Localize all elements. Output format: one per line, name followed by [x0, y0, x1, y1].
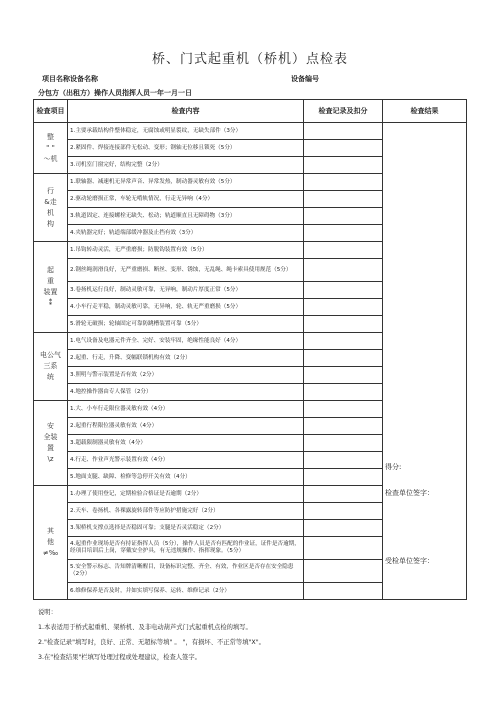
inspector-sign-label: 检查单位签字： [385, 489, 434, 497]
record-cell[interactable] [304, 259, 383, 282]
accepted-sign-label: 受检单位签字： [385, 557, 434, 565]
check-item: 1.吊钩转动灵活，无严重磨损；防脱钩装置有效（5分） [68, 242, 304, 259]
record-cell[interactable] [304, 333, 383, 350]
note-line: 3.在"检查结果"栏填写处理过程或处理建议，检查人签字。 [38, 654, 201, 661]
header-content: 检查内容 [68, 100, 304, 123]
check-item: 1.联轴器、减速机无异常声音、异常发热，制动器灵敏有效（5分） [68, 174, 304, 191]
inspection-table [33, 99, 467, 600]
check-item: 4.小车行走平稳，制动灵敏可靠，无异响，轮、轨无严重磨损（5分） [68, 299, 304, 316]
record-cell[interactable] [304, 350, 383, 367]
record-cell[interactable] [304, 174, 383, 191]
header-item: 检查项目 [34, 100, 68, 123]
contractor-line: 分包方（出租方）操作人员指挥人员一年一月一日 [38, 89, 192, 97]
category-cell: 起 重 装置 ⁑ [34, 242, 68, 333]
category-cell: 整 " " ～机 [34, 123, 68, 174]
check-item: 4.起重作业现场是否有持证指挥人员（5分），操作人员是否有匹配的作业证，证件是否逾期，经项目培训后上岗，穿戴安全护具，有无违规操作、指挥现象。（5分） [68, 537, 304, 560]
table-row [34, 123, 467, 140]
check-item: 3.轨道固定、连接螺栓无缺失、松动；轨道顺直且无障碍物（3分） [68, 208, 304, 225]
check-item: 2.驱动轮磨损正常，车轮无啃轨情况，行走无异响（4分） [68, 191, 304, 208]
note-line: 2."检查记录"填写时，良好、正常、无超标等填" 。 "，有损坏、不正常等填"X"。 [38, 639, 265, 646]
check-item: 1.主要承载结构件整体稳定，无腐蚀或明显裂纹，无缺失部件（3分） [68, 123, 304, 140]
header-result: 检查结果 [383, 100, 467, 123]
record-cell[interactable] [304, 282, 383, 299]
score-label: 得分: [385, 463, 402, 471]
check-item: 1.大、小车行走限位器灵敏有效（4分） [68, 401, 304, 418]
check-item: 2.起重、行走，升降、变幅联锁机构有效（2分） [68, 350, 304, 367]
record-cell[interactable] [304, 299, 383, 316]
record-cell[interactable] [304, 157, 383, 174]
category-cell: 行 &走 机 构 [34, 174, 68, 242]
category-cell: 其 他 ≠‰ [34, 486, 68, 600]
check-item: 3.卷扬机运行良好，制动灵敏可靠，无异响，制动片厚度正常（5分） [68, 282, 304, 299]
note-line: 1.本表适用于桥式起重机、架桥机、及非电动葫芦式门式起重机点检的填写。 [38, 624, 252, 631]
record-cell[interactable] [304, 242, 383, 259]
record-cell[interactable] [304, 469, 383, 486]
record-cell[interactable] [304, 537, 383, 560]
record-cell[interactable] [304, 418, 383, 435]
check-item: 5.安全警示标志、告知牌清晰醒目，设备标识完整、齐全、有效，作业区是否存在安全隐患（2分） [68, 560, 304, 583]
record-cell[interactable] [304, 384, 383, 401]
result-cell[interactable] [383, 123, 467, 600]
record-cell[interactable] [304, 503, 383, 520]
notes-section [38, 605, 265, 665]
check-item: 3.司机室门窗完好，结构完整（2分） [68, 157, 304, 174]
device-no-label: 设备编号 [291, 75, 319, 83]
notes-heading: 说明： [38, 609, 57, 616]
record-cell[interactable] [304, 367, 383, 384]
record-cell[interactable] [304, 140, 383, 157]
record-cell[interactable] [304, 401, 383, 418]
record-cell[interactable] [304, 316, 383, 333]
check-item: 2.紧固件、焊接连接部件无松动、变形；钢轴无位移且锁死（5分） [68, 140, 304, 157]
check-item: 6.维修保养是否及时，并如实填写保养、运转、维修记录（2分） [68, 583, 304, 600]
check-item: 4.夹轨器完好；轨道端部缓冲器及止挡有效（3分） [68, 225, 304, 242]
category-cell: 电公气 三系 统 [34, 333, 68, 401]
record-cell[interactable] [304, 191, 383, 208]
record-cell[interactable] [304, 486, 383, 503]
record-cell[interactable] [304, 435, 383, 452]
check-item: 2.起重行程限位器灵敏有效（4分） [68, 418, 304, 435]
check-item: 4.地控操作器由专人保管（2分） [68, 384, 304, 401]
record-cell[interactable] [304, 208, 383, 225]
check-item: 2.钢丝绳润滑良好，无严重磨损、断丝、变形、锈蚀，无乱绳、绳卡索具使用规范（5分） [68, 259, 304, 282]
record-cell[interactable] [304, 583, 383, 600]
header-record: 检查记录及扣分 [304, 100, 383, 123]
record-cell[interactable] [304, 123, 383, 140]
category-cell: 安 全装 置 \z [34, 401, 68, 486]
record-cell[interactable] [304, 520, 383, 537]
page-title: 桥、门式起重机（桥机）点检表 [151, 52, 348, 67]
check-item: 5.滑轮无破损；轮轴固定可靠防跳槽装置可靠（5分） [68, 316, 304, 333]
check-item: 2.天车、卷扬机、各裸露旋转部件等应防护措施完好（2分） [68, 503, 304, 520]
check-item: 5.地面支腿、缺障、检修等急停开关有效（4分） [68, 469, 304, 486]
record-cell[interactable] [304, 452, 383, 469]
record-cell[interactable] [304, 225, 383, 242]
check-item: 1.办理了使用登记，定期检验合格证是否逾期（2分） [68, 486, 304, 503]
check-item: 3.照明与警示装置是否有效（2分） [68, 367, 304, 384]
record-cell[interactable] [304, 560, 383, 583]
check-item: 3.架桥机支撑点选择是否稳固可靠；支腿是否灵活稳定（2分） [68, 520, 304, 537]
project-name-label: 项目名称设备名称 [42, 75, 98, 83]
check-item: 1.电气设备及电器元件齐全、完好、安装牢固，绝缘性能良好（4分） [68, 333, 304, 350]
check-item: 4.行走、作业声光警示装置有效（4分） [68, 452, 304, 469]
check-item: 3.超载限制器灵敏有效（4分） [68, 435, 304, 452]
